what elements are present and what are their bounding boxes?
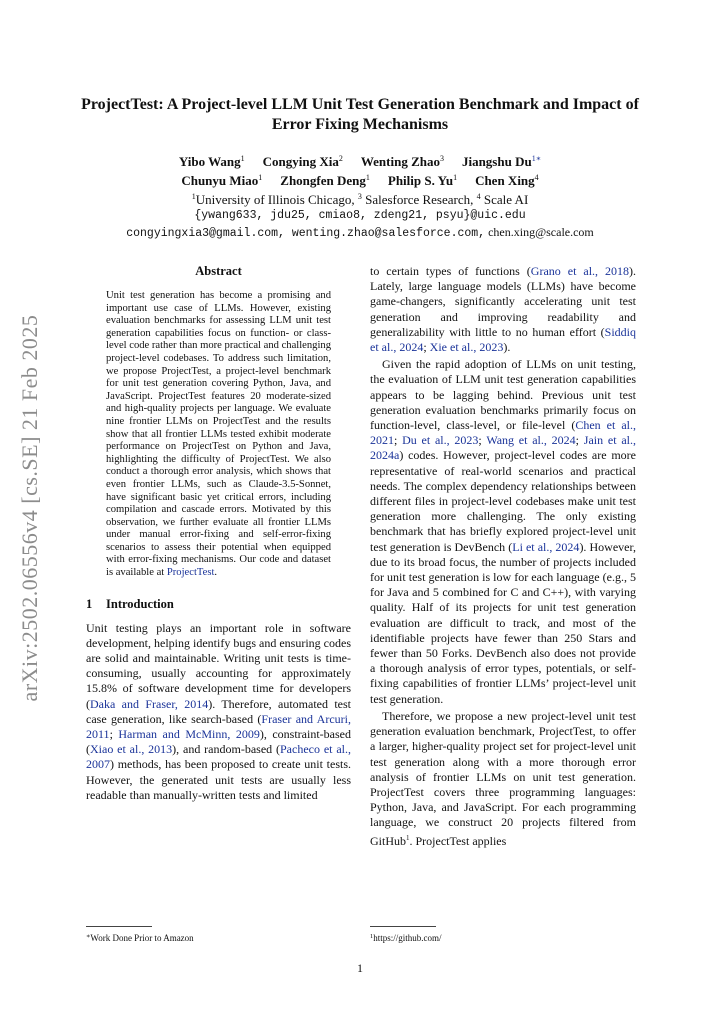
footnote-mark: ∗ bbox=[86, 933, 91, 940]
author-affiliation-mark: 1 bbox=[240, 154, 245, 163]
footnote-reference[interactable]: 1 bbox=[406, 833, 410, 842]
author-affiliation-mark: 2 bbox=[338, 154, 343, 163]
footnote-right bbox=[370, 918, 636, 944]
citation-link[interactable]: Pacheco et al., 2007 bbox=[86, 742, 351, 772]
abstract-text bbox=[106, 290, 331, 580]
footnote-mark: 1 bbox=[370, 933, 374, 940]
abstract-end: . bbox=[214, 567, 218, 579]
abstract-link[interactable]: ProjectTest bbox=[166, 567, 215, 579]
author-block bbox=[60, 151, 660, 242]
footnote-rule bbox=[370, 926, 436, 927]
page-number: 1 bbox=[357, 961, 363, 975]
author-affiliation-mark: 1 bbox=[258, 173, 263, 182]
citation-link[interactable]: Jain et al., 2024a bbox=[370, 433, 636, 463]
affiliation-name: Salesforce Research, bbox=[361, 192, 477, 207]
citation-link[interactable]: Chen et al., 2021 bbox=[370, 418, 636, 448]
author-name: Philip S. Yu bbox=[387, 173, 454, 188]
footnote-url[interactable]: https://github.com/ bbox=[373, 933, 442, 943]
affiliation-name: University of Illinois Chicago, bbox=[195, 192, 358, 207]
emails-line-2-serif: chen.xing@scale.com bbox=[485, 225, 594, 239]
citation-link[interactable]: Fraser and Arcuri, 2011 bbox=[86, 711, 351, 742]
footnote-text bbox=[86, 931, 351, 944]
paragraph-text: . ProjectTest applies bbox=[409, 833, 507, 848]
emails-line-2 bbox=[60, 224, 660, 242]
citation-link[interactable]: Grano et al., 2018 bbox=[530, 264, 629, 278]
affiliation-mark: 1 bbox=[191, 192, 196, 201]
footnote-left bbox=[86, 918, 351, 944]
paragraph-text: ; bbox=[575, 433, 584, 448]
citation-link[interactable]: Xie et al., 2023 bbox=[429, 340, 504, 355]
paragraph-text: ). However, due to its broad focus, the number of projects included for unit test generation is low for each language (e.g., 5 for Java and 5 combined for C and C++), with varying quality. Half of its projects for unit test generation evaluation are difficult to track, and most of the identifiable projects have fewer than 250 Stars and fewer than 50 Forks. DevBench also does not provide a thorough analysis of error types, potentials, or self-fixing capabilities of frontier LLMs’ project-level unit test generation. bbox=[370, 539, 637, 706]
paper-title: ProjectTest: A Project-level LLM Unit Test Generation Benchmark and Impact of Error Fixing Mechanisms bbox=[81, 96, 639, 133]
citation-link[interactable]: Du et al., 2023 bbox=[402, 433, 479, 448]
paragraph-text: ; bbox=[423, 340, 430, 355]
section-heading-introduction bbox=[86, 597, 351, 612]
paragraph-text: ; bbox=[109, 727, 119, 742]
right-column bbox=[370, 264, 636, 849]
citation-link[interactable]: Daka and Fraser, 2014 bbox=[90, 696, 209, 711]
author-affiliation-mark: 1 bbox=[453, 173, 458, 182]
paragraph-text: ) methods, has been proposed to create unit tests. However, the generated unit tests are usually less readable than manually-written tests and limited bbox=[86, 757, 351, 802]
author-affiliation-mark: 1∗ bbox=[531, 154, 542, 163]
footnote-rule bbox=[86, 926, 152, 927]
paragraph-text: ). Lately, large language models (LLMs) have become game-changers, significantly accelerating unit test generation and improving readability and generalizability with little to no human effort ( bbox=[370, 264, 636, 339]
citation-link[interactable]: Harman and McMinn, 2009 bbox=[118, 727, 260, 742]
right-paragraph-2 bbox=[370, 357, 636, 707]
right-paragraph-1 bbox=[370, 264, 636, 355]
footnote-content: Work Done Prior to Amazon bbox=[90, 933, 194, 943]
affiliations bbox=[60, 189, 660, 208]
paragraph-text: ; bbox=[478, 433, 487, 448]
author-name: Congying Xia bbox=[262, 154, 339, 169]
author-name: Chen Xing bbox=[475, 173, 535, 188]
citation-link[interactable]: Siddiq et al., 2024 bbox=[370, 324, 636, 355]
paragraph-text: ), and random-based ( bbox=[172, 742, 280, 757]
intro-paragraph-1 bbox=[86, 621, 351, 803]
arxiv-identifier: arXiv:2502.06556v4 [cs.SE] 21 Feb 2025 bbox=[17, 314, 42, 702]
affiliation-name: Scale AI bbox=[480, 192, 529, 207]
paragraph-text: ; bbox=[394, 433, 403, 448]
author-affiliation-mark: 4 bbox=[534, 173, 539, 182]
paragraph-text: Therefore, we propose a new project-level unit test generation evaluation benchmark, ProjectTest, to offer a larger, higher-quality project set for project-level unit test generation along with a more thorough error analysis of frontier LLMs on unit test generation. ProjectTest covers three programming languages: Python, Java, and JavaScript. For each programming language, we construct 20 projects filtered from GitHub bbox=[370, 708, 636, 848]
section-number: 1 bbox=[86, 596, 93, 611]
emails-line-2-mono: congyingxia3@gmail.com, wenting.zhao@salesforce.com, bbox=[126, 227, 486, 240]
author-affiliation-mark: 3 bbox=[439, 154, 444, 163]
abstract-body: Unit test generation has become a promising and important use case of LLMs. However, existing evaluation benchmarks for assessing LLM unit test generation capabilities focus on function- or class-level code rather than more practical and challenging project-level codebases. To address such limitation, we propose ProjectTest, a project-level benchmark for unit test generation covering Python, Java, and JavaScript. ProjectTest features 20 moderate-sized and high-quality projects per language. We evaluate nine frontier LLMs on ProjectTest and the results show that all frontier LLMs tested exhibit moderate performance on ProjectTest on Python and Java, highlighting the difficulty of ProjectTest. We also conduct a thorough error analysis, which shows that even frontier LLMs, such as Claude-3.5-Sonnet, have significant basic yet critical errors, including compilation and cascade errors. Motivated by this observation, we further evaluate all frontier LLMs under manual error-fixing and self-error-fixing scenarios to assess their potential when equipped with error-fixing mechanisms. Our code and dataset is available at bbox=[106, 290, 332, 579]
author-name: Yibo Wang bbox=[178, 154, 241, 169]
abstract-heading: Abstract bbox=[195, 264, 242, 278]
paragraph-text: Unit testing plays an important role in software development, helping identify bugs and ensuring codes are solid and maintainable. Writing unit tests is time-consuming, usually accounting for approximately 15.8% of software development time for developers ( bbox=[86, 620, 351, 711]
affiliation-mark: 4 bbox=[476, 192, 481, 201]
right-paragraph-3 bbox=[370, 709, 636, 849]
author-name: Wenting Zhao bbox=[360, 154, 440, 169]
paragraph-text: ). bbox=[503, 340, 511, 355]
author-row-1 bbox=[60, 151, 660, 170]
author-row-2 bbox=[60, 170, 660, 189]
citation-link[interactable]: Xiao et al., 2013 bbox=[90, 742, 173, 757]
author-name: Jiangshu Du bbox=[461, 154, 532, 169]
author-affiliation-mark: 1 bbox=[365, 173, 370, 182]
left-column bbox=[86, 264, 351, 803]
paragraph-text: to certain types of functions ( bbox=[370, 264, 531, 278]
paragraph-text: ) codes. However, project-level codes are more representative of real-world scenarios and practical needs. The complex dependency relationships between different files in project-level codebases make unit test generation more challenging. The only existing benchmark that has briefly explored project-level unit test generation is DevBench ( bbox=[370, 448, 636, 554]
citation-link[interactable]: Wang et al., 2024 bbox=[486, 433, 576, 448]
emails-line-1: {ywang633, jdu25, cmiao8, zdeng21, psyu}@uic.edu bbox=[194, 209, 526, 222]
author-name: Chunyu Miao bbox=[181, 173, 259, 188]
paragraph-text: ). Therefore, automated test case generation, like search-based ( bbox=[86, 696, 351, 726]
paragraph-text: Given the rapid adoption of LLMs on unit testing, the evaluation of LLM unit test generation capabilities appears to be lagging behind. Previous unit test generation evaluation benchmarks primarily focus on function-level, class-level, or file-level ( bbox=[370, 357, 636, 433]
affiliation-mark: 3 bbox=[357, 192, 362, 201]
section-title: Introduction bbox=[106, 596, 174, 611]
author-name: Zhongfen Deng bbox=[280, 173, 366, 188]
citation-link[interactable]: Li et al., 2024 bbox=[512, 539, 580, 554]
footnote-text bbox=[370, 931, 636, 944]
paragraph-text: ), constraint-based ( bbox=[86, 727, 351, 757]
